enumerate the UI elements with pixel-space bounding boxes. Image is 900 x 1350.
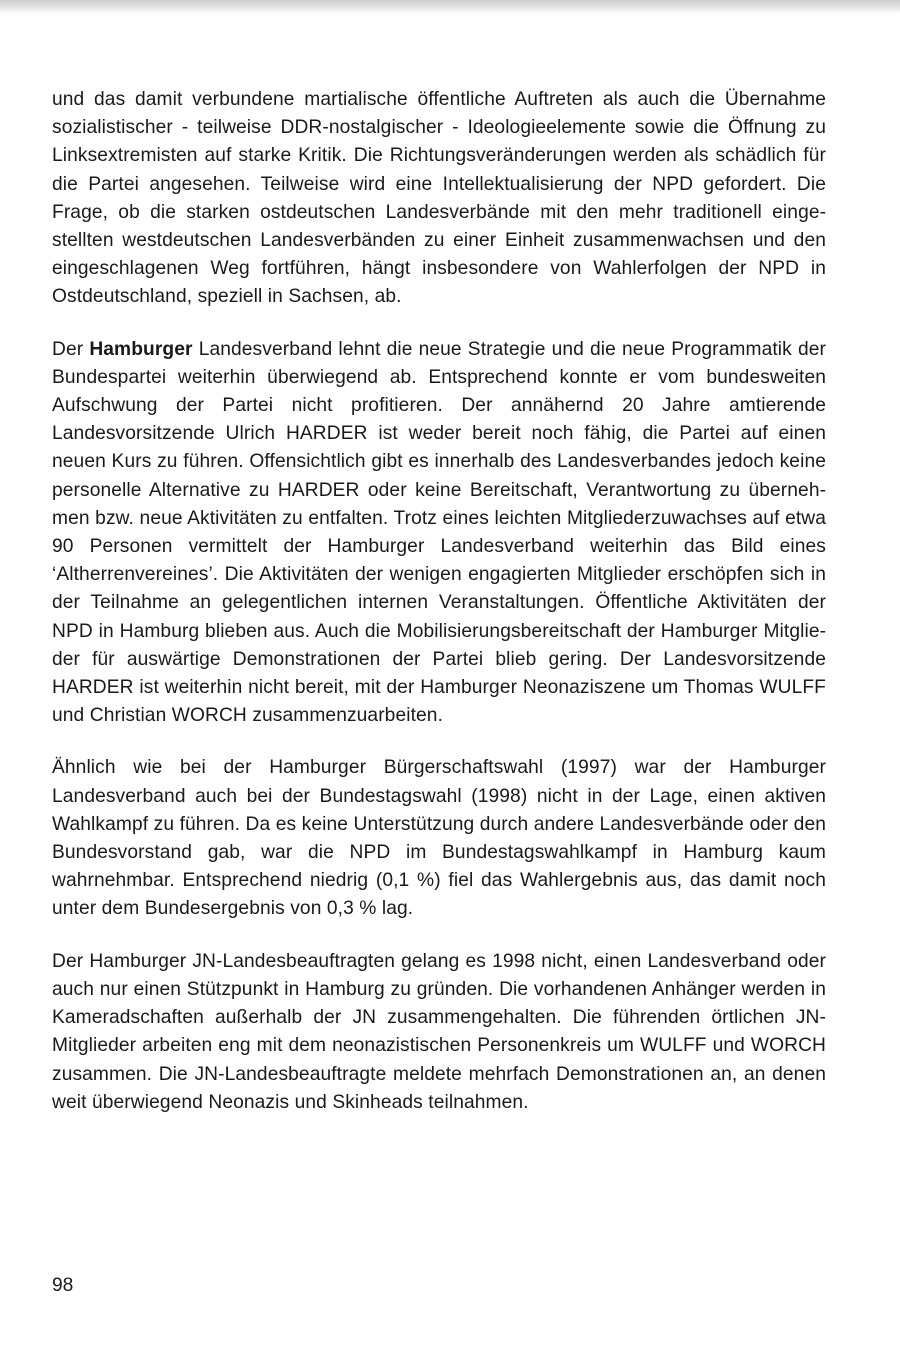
- bold-keyword-hamburger: Hamburger: [89, 338, 193, 360]
- paragraph-lead: Der: [52, 338, 90, 360]
- page-number: 98: [52, 1275, 74, 1296]
- paragraph-text: und das damit verbundene martialische öffentliche Auftreten als auch die Übernahme sozialistischer - teilweise DDR-nostalgischer - Ideologieelemente sowie die Öffnung zu Linksextremisten auf starke Kritik. Die Richtungsveränderungen werden als schädlich für die Partei angesehen. Teilweise wird eine Intellektualisierung der NPD gefordert. Die Frage, ob die starken ostdeutschen Landesverbände mit den mehr traditionell eingestellten westdeutschen Landesverbänden zu einer Einheit zusammenwachsen und den eingeschlagenen Weg fortführen, hängt insbesondere von Wahlerfolgen der NPD in Ostdeutschland, speziell in Sachsen, ab.: [52, 89, 826, 308]
- paragraph-jn-landesbeauftragte: [52, 948, 826, 1117]
- paragraph-election-results: [52, 754, 826, 923]
- paragraph-hamburg-landesverband: [52, 336, 826, 731]
- document-page: [52, 86, 826, 1141]
- paragraph-npd-criticism: [52, 86, 826, 312]
- paragraph-text: Der Hamburger JN-Landesbeauftragten gelang es 1998 nicht, einen Landesverband oder auch nur einen Stützpunkt in Hamburg zu gründen. Die vorhandenen Anhänger werden in Kameradschaften außerhalb der JN zusammengehalten. Die führenden örtlichen JN-Mitglieder arbeiten eng mit dem neonazistischen Personenkreis um WULFF und WORCH zusammen. Die JN-Landesbeauftragte meldete mehrfach Demonstrationen an, an denen weit überwiegend Neonazis und Skinheads teilnahmen.: [52, 950, 826, 1113]
- paragraph-text: Landesverband lehnt die neue Strategie und die neue Programmatik der Bundespartei weiterhin überwiegend ab. Entsprechend konnte er vom bundesweiten Aufschwung der Partei nicht profitieren. Der annähernd 20 Jahre amtierende Landesvorsitzende Ulrich HARDER ist weder bereit noch fähig, die Partei auf einen neuen Kurs zu führen. Offensichtlich gibt es innerhalb des Landesverbandes jedoch keine personelle Alternative zu HARDER oder keine Bereitschaft, Verantwortung zu übernehmen bzw. neue Aktivitäten zu entfalten. Trotz eines leichten Mitgliederzuwachses auf etwa 90 Personen vermittelt der Hamburger Landesverband weiterhin das Bild eines ‘Altherrenvereines’. Die Aktivitäten der wenigen engagierten Mitglieder erschöpfen sich in der Teilnahme an gelegentlichen internen Veranstaltungen. Öffentliche Aktivitäten der NPD in Hamburg blieben aus. Auch die Mobilisierungsbereitschaft der Hamburger Mitglieder für auswärtige Demonstrationen der Partei blieb gering. Der Landesvorsitzende HARDER ist weiterhin nicht bereit, mit der Hamburger Neonaziszene um Thomas WULFF und Christian WORCH zusammenzuarbeiten.: [52, 338, 826, 727]
- scan-edge-shadow: [0, 0, 900, 14]
- paragraph-text: Ähnlich wie bei der Hamburger Bürgerschaftswahl (1997) war der Hamburger Landesverband auch bei der Bundestagswahl (1998) nicht in der Lage, einen aktiven Wahlkampf zu führen. Da es keine Unterstützung durch andere Landesverbände oder den Bundesvorstand gab, war die NPD im Bundestagswahlkampf in Hamburg kaum wahrnehmbar. Entsprechend niedrig (0,1 %) fiel das Wahlergebnis aus, das damit noch unter dem Bundesergebnis von 0,3 % lag.: [52, 757, 826, 920]
